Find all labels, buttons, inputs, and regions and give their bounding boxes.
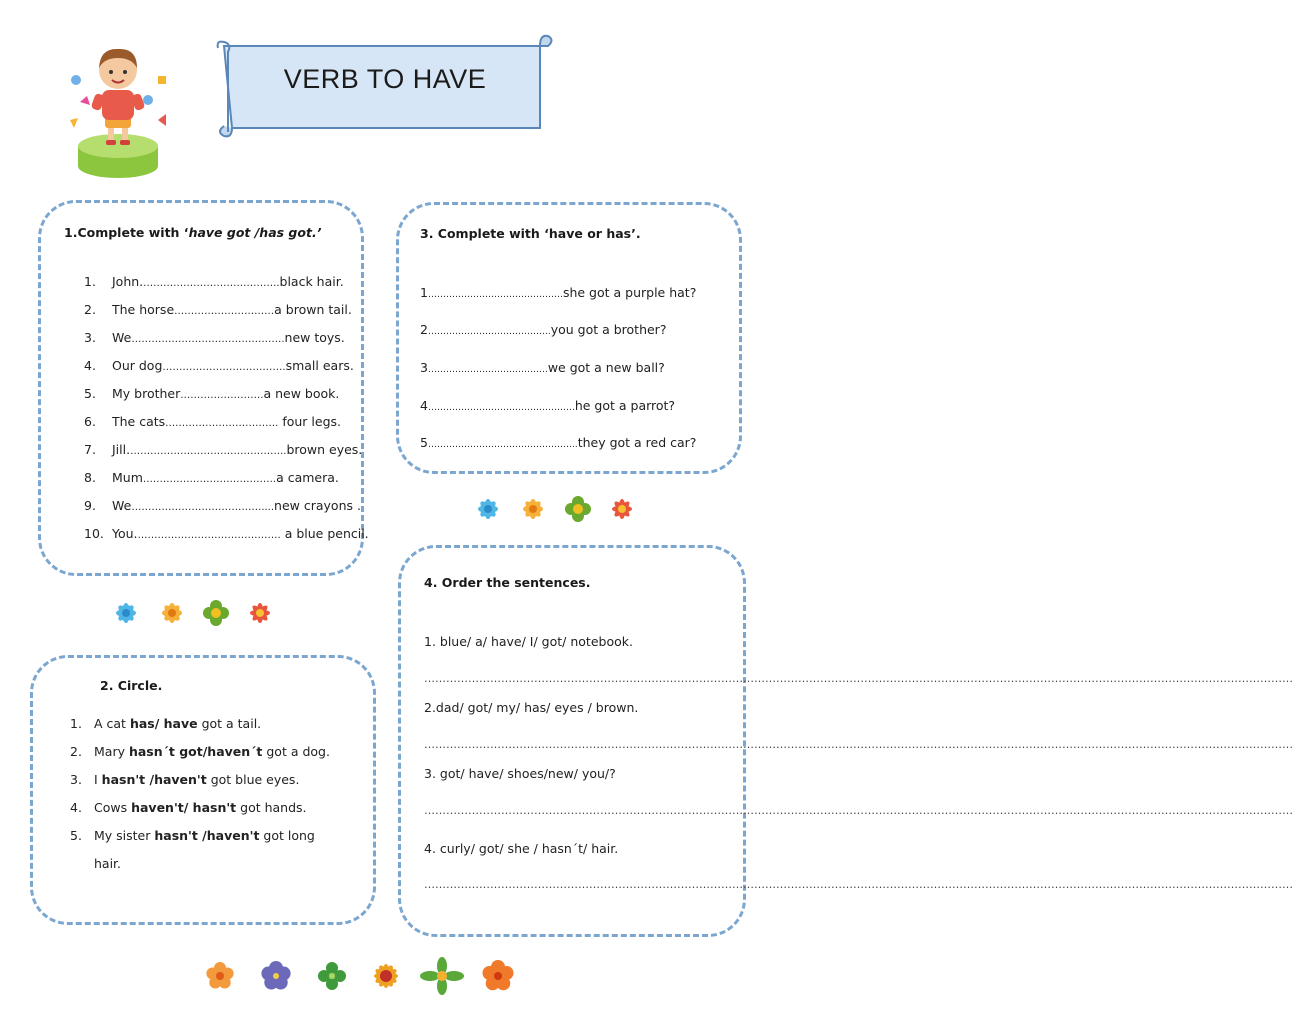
- page-title: VERB TO HAVE: [283, 64, 487, 94]
- flowers-row-2: [470, 492, 640, 526]
- section3-box: [396, 202, 742, 474]
- section3-item: 2…………………………………..you got a brother?: [420, 322, 667, 337]
- section3-item: 5…………………………………………..they got a red car?: [420, 435, 697, 450]
- blank[interactable]: …………………………………….: [137, 530, 281, 541]
- blank[interactable]: …………………….: [180, 390, 264, 401]
- flower-icon: [612, 499, 632, 519]
- choice: has/ have: [129, 716, 198, 731]
- section2-heading: 2. Circle.: [100, 678, 163, 693]
- flower-icon: [318, 962, 346, 990]
- section3-heading: 3. Complete with ‘have or has’.: [420, 226, 641, 241]
- blank[interactable]: …………………………………..: [427, 327, 551, 337]
- flower-icon: [478, 499, 498, 519]
- blank[interactable]: ………………………………….: [427, 365, 548, 375]
- answer-line[interactable]: …………………………………………………………………………………………………………………………………………………………………………………………………………………: [424, 878, 1293, 891]
- section1-item: 1. John.…………………………………..black hair.: [84, 274, 344, 289]
- flower-icon: [203, 600, 229, 626]
- boy-illustration-icon: [62, 40, 180, 180]
- section2-item[interactable]: 3. I hasn't /haven't got blue eyes.: [70, 772, 300, 787]
- section1-item: 9. We…………………………………....new crayons .: [84, 498, 361, 513]
- answer-line[interactable]: …………………………………………………………………………………………………………………………………………………………………………………………………………………: [424, 672, 1293, 685]
- blank[interactable]: ………………………………….: [142, 474, 277, 485]
- flowers-row-1: [108, 596, 278, 630]
- blank[interactable]: …………………………….: [165, 418, 279, 429]
- section1-item: 4. Our dog……………………………….small ears.: [84, 358, 354, 373]
- section1-item: 3. We……………………………………….new toys.: [84, 330, 345, 345]
- section1-heading-em: have got /has got.’: [188, 225, 322, 240]
- answer-line[interactable]: …………………………………………………………………………………………………………………………………………………………………………………………………………………: [424, 804, 1293, 817]
- section2-continuation: hair.: [94, 856, 122, 871]
- section2-item[interactable]: 1. A cat has/ have got a tail.: [70, 716, 262, 731]
- section2-item[interactable]: 2. Mary hasn´t got/haven´t got a dog.: [70, 744, 330, 759]
- section1-item: 6. The cats……………………………. four legs.: [84, 414, 341, 429]
- choice: hasn't /haven't: [101, 772, 207, 787]
- section1-item: 8. Mum………………………………….a camera.: [84, 470, 339, 485]
- flowers-row-bottom: [196, 954, 526, 998]
- answer-line[interactable]: …………………………………………………………………………………………………………………………………………………………………………………………………………………: [424, 738, 1293, 751]
- section4-item: 1. blue/ a/ have/ I/ got/ notebook.: [424, 634, 633, 649]
- section1-item: 10. You.……………………………………. a blue pencil.: [84, 526, 369, 541]
- blank[interactable]: ……………………………………….: [131, 334, 285, 345]
- section4-item: 3. got/ have/ shoes/new/ you/?: [424, 766, 616, 781]
- flower-icon: [523, 499, 543, 519]
- choice: hasn't /haven't: [154, 828, 260, 843]
- flower-icon: [420, 957, 464, 995]
- flower-icon: [162, 603, 182, 623]
- blank[interactable]: …………………………………....: [131, 502, 275, 513]
- section4-item: 2.dad/ got/ my/ has/ eyes / brown.: [424, 700, 639, 715]
- blank[interactable]: …………………………………………..: [427, 440, 578, 450]
- section2-item[interactable]: 5. My sister hasn't /haven't got long: [70, 828, 315, 843]
- blank[interactable]: ……………………………….: [162, 362, 286, 373]
- flower-icon: [374, 964, 399, 989]
- blank[interactable]: ………………………………………..: [130, 446, 287, 457]
- flower-icon: [565, 496, 591, 522]
- section4-item: 4. curly/ got/ she / hasn´t/ hair.: [424, 841, 619, 856]
- choice: hasn´t got/haven´t: [128, 744, 263, 759]
- flower-icon: [483, 960, 514, 990]
- section1-item: 7. Jill.………………………………………..brown eyes.: [84, 442, 363, 457]
- section3-item: 3………………………………….we got a new ball?: [420, 360, 665, 375]
- flower-icon: [261, 961, 290, 990]
- section1-heading-prefix: 1.Complete with ‘: [64, 225, 189, 240]
- blank[interactable]: ………………………………………….: [427, 403, 575, 413]
- section1-heading: [64, 225, 321, 240]
- blank[interactable]: …………………………: [174, 306, 275, 317]
- section3-item: 1………………………………………she got a purple hat?: [420, 285, 697, 300]
- blank[interactable]: …………………………………..: [143, 278, 280, 289]
- section3-item: 4………………………………………….he got a parrot?: [420, 398, 676, 413]
- section2-box: [30, 655, 376, 925]
- flower-icon: [250, 603, 270, 623]
- section2-item[interactable]: 4. Cows haven't/ hasn't got hands.: [70, 800, 307, 815]
- section1-item: 5. My brother…………………….a new book.: [84, 386, 340, 401]
- choice: haven't/ hasn't: [131, 800, 237, 815]
- blank[interactable]: ………………………………………: [427, 290, 563, 300]
- section1-item: 2. The horse…………………………a brown tail.: [84, 302, 352, 317]
- section4-heading: 4. Order the sentences.: [424, 575, 591, 590]
- flower-icon: [206, 962, 233, 989]
- flower-icon: [116, 603, 136, 623]
